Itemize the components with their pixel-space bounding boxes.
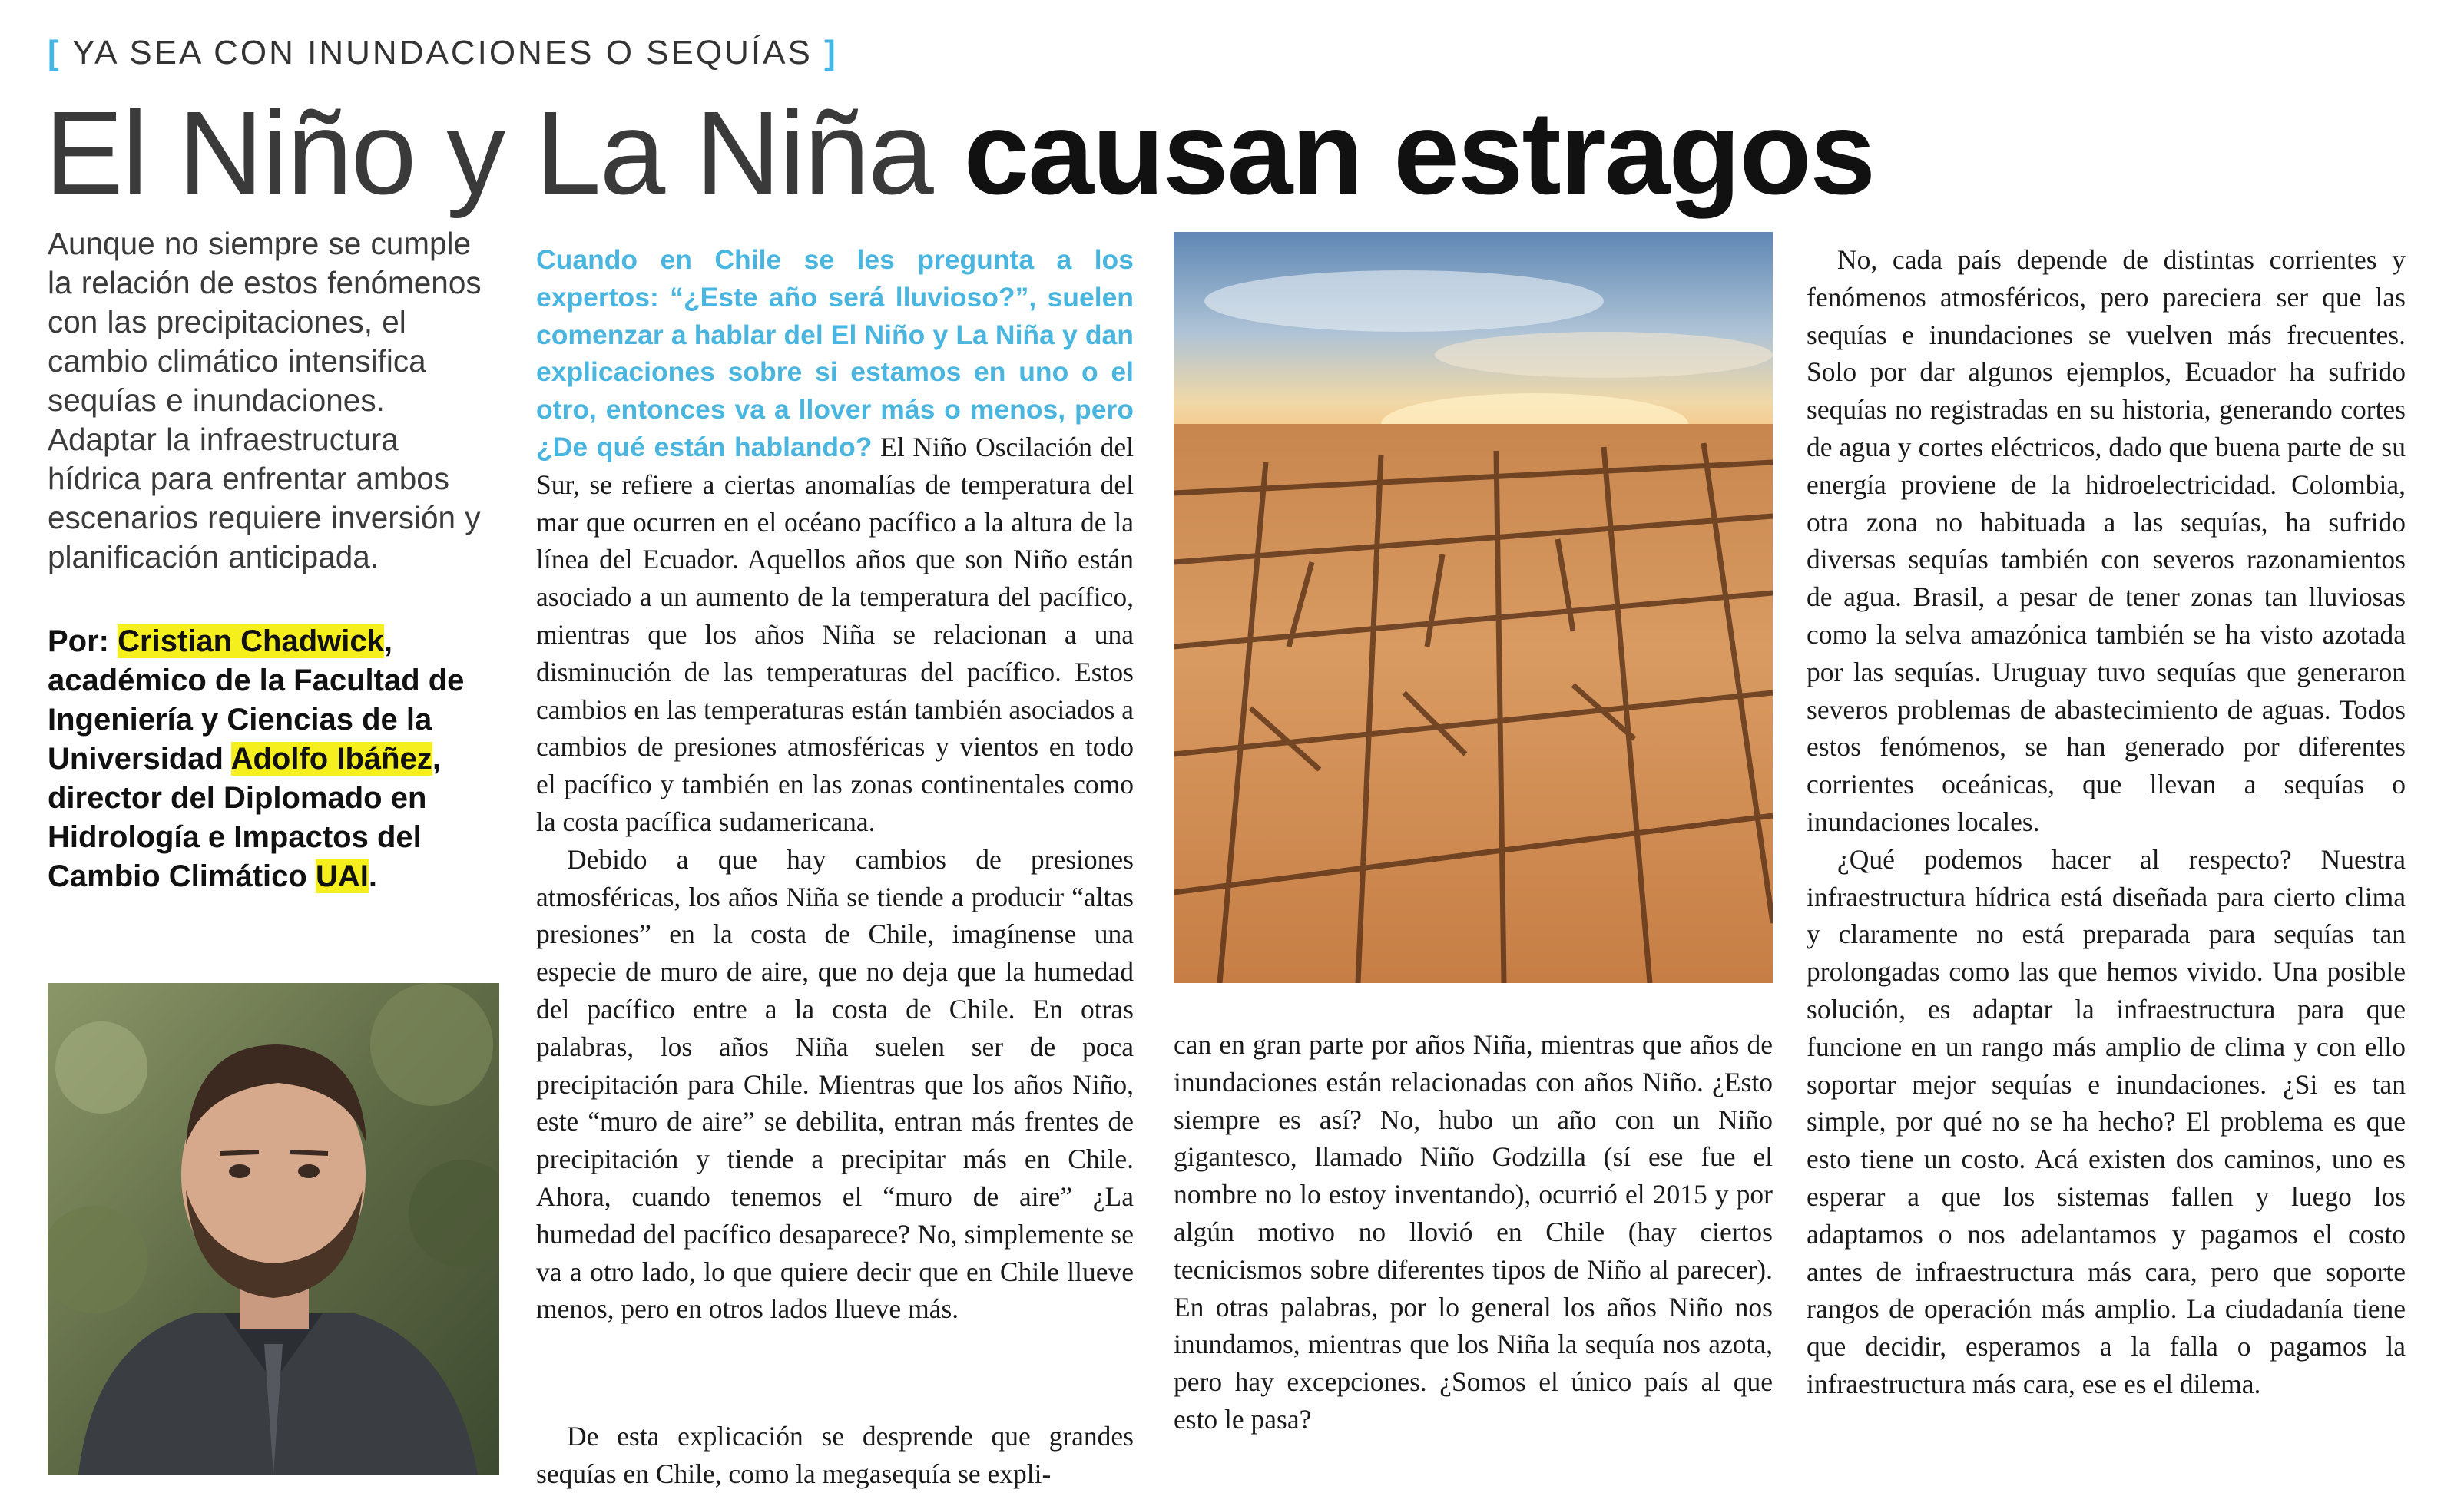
article-p4: No, cada país depende de distintas corrientes y fenómenos atmosféricos, pero pareciera ser que las sequías e inundaciones se vuelven más frecuentes. Solo por dar algunos ejemplos, Ecuador ha sufrido sequías no registradas en su historia, generando cortes de agua y cortes eléctricos, dado que buena parte de su energía proviene de la hidroelectricidad. Colombia, otra zona no habituada a las sequías, ha sufrido diversas sequías también con severos razonamientos de agua. Brasil, a pesar de tener zonas tan lluviosas como la selva amazónica también se ha visto azotada por las sequías. Uruguay tuvo sequías que generaron severos problemas de abastecimiento de aguas. Todos estos fenómenos, se han generado por diferentes corrientes oceánicas, que llevan a sequías o inundaciones locales. (1807, 244, 2406, 837)
portrait-illustration (48, 983, 499, 1475)
byline-end: . (368, 859, 377, 893)
article-p3-continued: can en gran parte por años Niña, mientras que años de inundaciones están relacionadas con años Niño. ¿Esto siempre es así? No, hubo un año con un Niño gigantesco, llamado Niño Godzilla (sí ese fue el nombre no lo estoy inventando), ocurrió el 2015 y por algún motivo no llovió en Chile (hay ciertos tecnicismos sobre diferentes tipos de Niño al parecer). En otras palabras, por lo general los años Niño nos inundamos, mientras que los Niña la sequía nos azota, pero hay excepciones. ¿Somos el único país al que esto le pasa? (1174, 1029, 1773, 1435)
cracked-earth-illustration (1174, 232, 1773, 983)
article-column-1 (536, 241, 1134, 1328)
article-column-3 (1807, 241, 2406, 1403)
byline-university: Adolfo Ibáñez (230, 742, 432, 776)
byline-role-a: , académico de la Facultad de Ingeniería y Ciencias de la Universidad (48, 624, 465, 776)
byline-acronym: UAI (315, 859, 369, 893)
article-p3: De esta explicación se desprende que grandes sequías en Chile, como la megasequía se expli- (536, 1421, 1134, 1489)
headline (45, 86, 1874, 220)
kicker-open-bracket: [ (48, 34, 61, 71)
intro-deck: Aunque no siempre se cumple la relación de estos fenómenos con las precipitaciones, el cambio climático intensifica sequías e inundaciones. Adaptar la infraestructura hídrica para enfrentar ambos escenarios requiere inversión y planificación anticipada. (48, 226, 482, 574)
article-p5: ¿Qué podemos hacer al respecto? Nuestra infraestructura hídrica está diseñada para cierto clima y claramente no está preparada para sequías tan prolongadas como las que hemos vivido. Una posible solución, es adaptar la infraestructura para que funcione en un rango más amplio de clima y con ello soportar mejor sequías e inundaciones. ¿Si es tan simple, por qué no se ha hecho? El problema es que esto tiene un costo. Acá existen dos caminos, uno es esperar a que los sistemas fallen y luego los adaptamos o nos adelantamos y pagamos el costo antes de infraestructura más cara, pero que soporte rangos de operación más amplio. La ciudadanía tiene que decidir, esperamos a la falla o pagamos la infraestructura más cara, ese es el dilema. (1807, 843, 2406, 1399)
byline-author: Cristian Chadwick (118, 624, 384, 658)
byline-por: Por: (48, 624, 109, 658)
drought-photo (1174, 232, 1773, 983)
section-kicker (48, 34, 838, 72)
article-column-2 (1174, 1026, 1773, 1438)
byline-role-b: , director del Diplomado en Hidrología e Impactos del Cambio Climático (48, 742, 441, 893)
article-p1: El Niño Oscilación del Sur, se refiere a ciertas anomalías de temperatura del mar que ocurren en el océano pacífico a la altura de la línea del Ecuador. Aquellos años que son Niño están asociado a un aumento de la temperatura del pacífico, mientras que los años Niña se relacionan a una disminución de las temperaturas del pacífico. Estos cambios en las temperaturas están también asociados a cambios de presiones atmosféricas y vientos en todo el pacífico y también en las zonas continentales como la costa pacífica sudamericana. (536, 431, 1134, 837)
kicker-close-bracket: ] (824, 34, 838, 71)
headline-light: El Niño y La Niña (45, 87, 932, 219)
author-portrait (48, 983, 499, 1475)
article-lead: Cuando en Chile se les pregunta a los expertos: “¿Este año será lluvioso?”, suelen comenzar a hablar del El Niño y La Niña y dan explicaciones sobre si estamos en uno o el otro, entonces va a llover más o menos, pero ¿De qué están hablando? (536, 244, 1134, 462)
article-column-1-end (536, 1418, 1134, 1493)
kicker-text: YA SEA CON INUNDACIONES O SEQUÍAS (72, 34, 813, 71)
headline-bold: causan estragos (963, 87, 1875, 219)
article-p2: Debido a que hay cambios de presiones atmosféricas, los años Niña se tiende a producir “altas presiones” en la costa de Chile, imagínense una especie de muro de aire, que no deja que la humedad del pacífico entre a la costa de Chile. En otras palabras, los años Niña suelen ser de poca precipitación para Chile. Mientras que los años Niño, este “muro de aire” se debilita, entran más frentes de precipitación y tiende a precipitar más en Chile. Ahora, cuando tenemos el “muro de aire” ¿La humedad del pacífico desaparece? No, simplemente se va a otro lado, lo que quiere decir que en Chile llueve menos, pero en otros lados llueve más. (536, 843, 1134, 1325)
byline (48, 622, 501, 896)
